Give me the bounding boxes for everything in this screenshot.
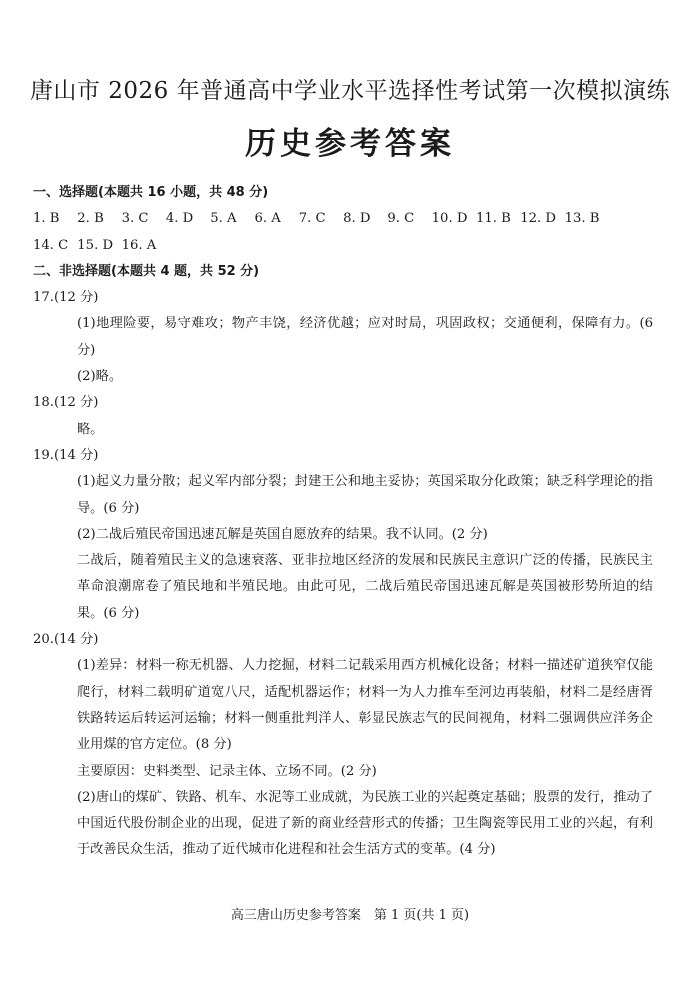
mcq-answer: 12. D <box>520 211 557 227</box>
q20-number: 20.(14 分) <box>33 632 99 648</box>
q19-part3: 二战后，随着殖民主义的急速衰落、亚非拉地区经济的发展和民族民主意识广泛的传播，民族民主革命浪潮席卷了殖民地和半殖民地。由此可见，二战后殖民帝国迅速瓦解是英国被形势所迫的结果。(6 分) <box>77 553 653 621</box>
mcq-answer: 9. C <box>387 211 415 227</box>
mcq-answer: 7. C <box>298 211 326 227</box>
mcq-answers <box>33 206 653 259</box>
q20-part2: 主要原因：史料类型、记录主体、立场不同。(2 分) <box>77 763 377 779</box>
mcq-answer: 11. B <box>475 211 511 227</box>
mcq-answer: 2. B <box>77 211 104 227</box>
q18-part1: 略。 <box>77 421 104 437</box>
mcq-answer: 13. B <box>564 211 600 227</box>
q20-part3: (2)唐山的煤矿、铁路、机车、水泥等工业成就，为民族工业的兴起奠定基础；股票的发行，推动了中国近代股份制企业的出现，促进了新的商业经营形式的传播；卫生陶瓷等民用工业的兴起，有利于改善民众生活，推动了近代城市化进程和社会生活方式的变革。(4 分) <box>77 789 653 858</box>
mcq-answer: 14. C <box>33 237 69 253</box>
section1-heading: 一、选择题(本题共 16 小题，共 48 分) <box>33 185 269 200</box>
section2-heading: 二、非选择题(本题共 4 题，共 52 分) <box>33 263 260 279</box>
mcq-answer: 3. C <box>121 211 149 227</box>
mcq-answer: 16. A <box>121 237 157 253</box>
q19-number: 19.(14 分) <box>33 447 99 463</box>
q20-part1: (1)差异：材料一称无机器、人力挖掘，材料二记载采用西方机械化设备；材料一描述矿道狭窄仅能爬行，材料二载明矿道宽八尺，适配机器运作；材料一为人力推车至河边再装船，材料二是经唐胥铁路转运后转运河运输；材料一侧重批判洋人、彰显民族志气的民间视角，材料二强调供应洋务企业用煤的官方定位。(8 分) <box>77 658 653 753</box>
q19-part2: (2)二战后殖民帝国迅速瓦解是英国自愿放弃的结果。我不认同。(2 分) <box>77 526 488 542</box>
q19-part1: (1)起义力量分散；起义军内部分裂；封建王公和地主妥协；英国采取分化政策；缺乏科学理论的指导。(6 分) <box>77 474 653 516</box>
mcq-answer: 10. D <box>431 211 468 227</box>
mcq-answer: 6. A <box>254 211 281 227</box>
footer-text: 高三唐山历史参考答案 第 1 页(共 1 页) <box>230 908 470 923</box>
answer-content <box>33 180 653 864</box>
q17-part1: (1)地理险要，易守难攻；物产丰饶，经济优越；应对时局，巩固政权；交通便利，保障有力。(6 分) <box>77 316 653 358</box>
q18-number: 18.(12 分) <box>33 395 99 411</box>
mcq-answer: 15. D <box>77 237 114 253</box>
page-footer <box>0 904 700 923</box>
q17-part2: (2)略。 <box>77 369 123 385</box>
mcq-answer: 5. A <box>210 211 237 227</box>
q17-number: 17.(12 分) <box>33 290 99 306</box>
mcq-answer: 8. D <box>343 211 371 227</box>
document-title: 历史参考答案 <box>245 126 455 162</box>
mcq-answer: 1. B <box>33 211 60 227</box>
exam-title: 唐山市 2026 年普通高中学业水平选择性考试第一次模拟演练 <box>29 78 671 104</box>
mcq-answer: 4. D <box>165 211 194 227</box>
